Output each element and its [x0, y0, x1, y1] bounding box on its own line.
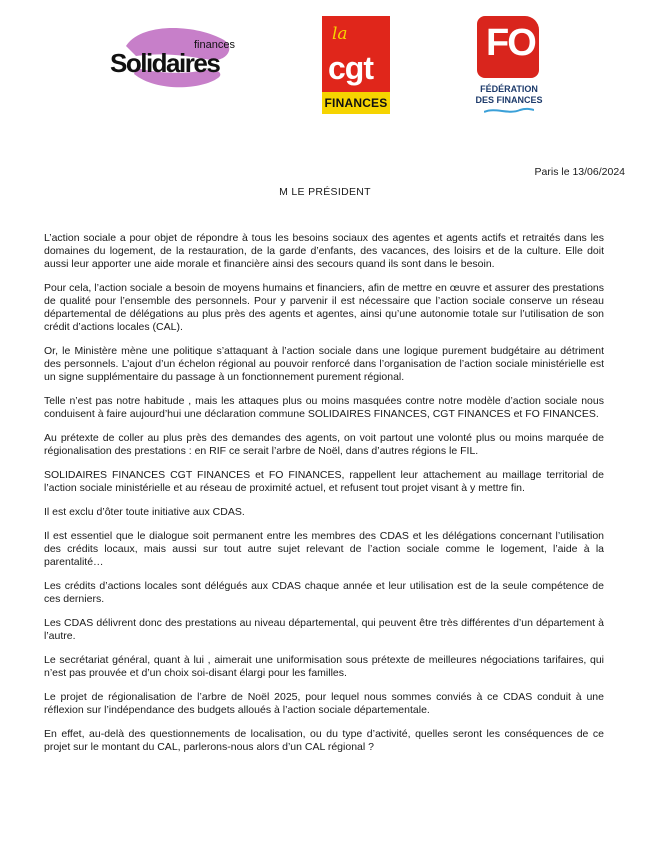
fo-red-block — [477, 16, 539, 78]
fo-word: FO — [486, 22, 535, 64]
cgt-red-block — [322, 16, 390, 92]
solidaires-word: Solidaires — [110, 48, 220, 78]
paragraph: En effet, au-delà des questionnements de localisation, ou du type d’activité, quelles seront les conséquences de ce projet sur le montant du CAL, parlerons-nous alors d’un CAL régional ? — [44, 728, 604, 753]
paragraph: SOLIDAIRES FINANCES CGT FINANCES et FO FINANCES, rappellent leur attachement au maillage territorial de l’action sociale ministérielle et au réseau de proximité actuel, et refusent tout projet visant à y mettre fin. — [44, 469, 604, 494]
logo-bar — [0, 12, 650, 117]
paragraph: Or, le Ministère mène une politique s’attaquant à l’action sociale dans une logique purement budgétaire au détriment des personnels. L’ajout d’un échelon régional au pouvoir renforcé dans l’organisation de l’action sociale ministérielle est un signe supplémentaire du passage à un fonctionnement purement régional. — [44, 345, 604, 383]
fo-finances-text: DES FINANCES — [475, 95, 543, 105]
cgt-finances-logo — [322, 16, 390, 114]
paragraph: Il est essentiel que le dialogue soit permanent entre les membres des CDAS et les délégations concernant l’utilisation des crédits locaux, mais aussi sur tout autre sujet relevant de l’action sociale comme le logement, l’aide à la parentalité… — [44, 530, 604, 568]
paragraph: Telle n’est pas notre habitude , mais les attaques plus ou moins masquées contre notre modèle d’action sociale nous conduisent à faire aujourd’hui une déclaration commune SOLIDAIRES FINANCES, CGT FINANCES et FO FINANCES. — [44, 395, 604, 420]
fo-finances-logo — [470, 16, 550, 116]
cgt-word: cgt — [328, 50, 373, 86]
letter-addressee: M LE PRÉSIDENT — [279, 186, 371, 198]
cgt-finances-band: FINANCES — [322, 92, 390, 114]
fo-federation-text: FÉDÉRATION — [480, 84, 538, 94]
paragraph: Il est exclu d’ôter toute initiative aux CDAS. — [44, 506, 245, 518]
cgt-la-text: la — [332, 24, 348, 44]
paragraph: Au prétexte de coller au plus près des demandes des agents, on voit partout une volonté plus ou moins marquée de régionalisation des prestations : en RIF ce serait l’arbre de Noël, dans d’autres régions le FIL. — [44, 432, 604, 457]
paragraph: Pour cela, l’action sociale a besoin de moyens humains et financiers, afin de mettre en œuvre et assurer des prestations de qualité pour l’ensemble des personnels. Pour y parvenir il est nécessaire que l’action sociale conserve un réseau départemental de délégations au plus près des agents et agentes, ainsi qu’une autonomie totale sur l’utilisation de son crédit d’actions locales (CAL). — [44, 282, 604, 333]
solidaires-finances-logo — [106, 22, 241, 92]
paragraph: L’action sociale a pour objet de répondre à tous les besoins sociaux des agentes et agents actifs et retraités dans les domaines du logement, de la restauration, de la garde d’enfants, des vacances, des loisirs et de la culture. Elle doit aussi leur apporter une aide morale et financière ainsi des secours quand ils sont dans le besoin. — [44, 232, 604, 270]
paragraph: Le secrétariat général, quant à lui , aimerait une uniformisation sous prétexte de meilleures négociations tarifaires, qui n’est pas prouvée et d’un choix soi-disant élargi pour les familles. — [44, 654, 604, 679]
letter-date: Paris le 13/06/2024 — [534, 166, 625, 178]
paragraph: Le projet de régionalisation de l’arbre de Noël 2025, pour lequel nous sommes conviés à ce CDAS conduit à une réflexion sur l’indépendance des budgets alloués à l’action sociale départementale. — [44, 691, 604, 716]
fo-wave-icon — [484, 107, 534, 115]
paragraph: Les crédits d’actions locales sont délégués aux CDAS chaque année et leur utilisation est de la seule compétence de ces derniers. — [44, 580, 604, 605]
paragraph: Les CDAS délivrent donc des prestations au niveau départemental, qui peuvent être très différentes d’un département à l’autre. — [44, 617, 604, 642]
solidaires-sub-text: finances — [194, 39, 235, 51]
letter-body — [44, 232, 604, 765]
